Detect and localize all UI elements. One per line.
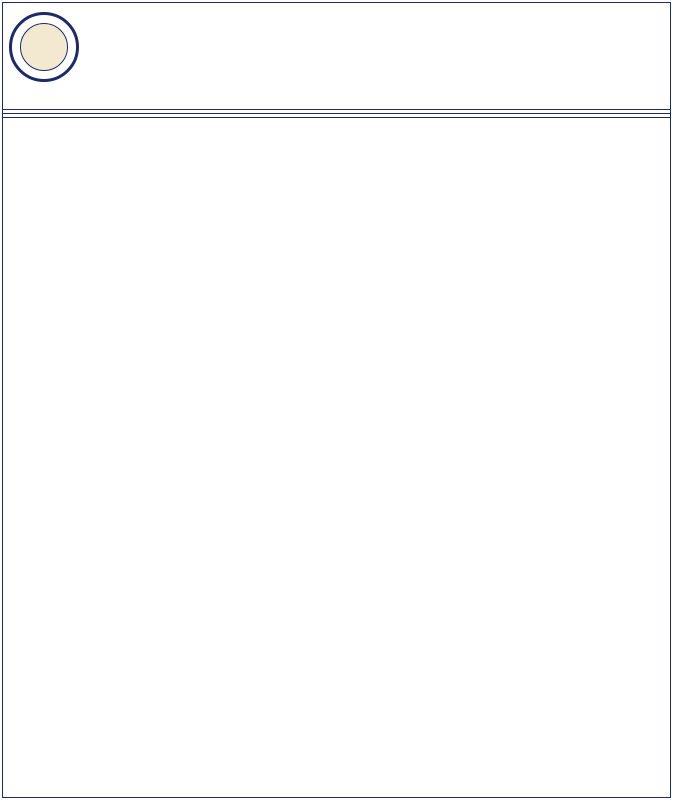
header <box>3 6 670 110</box>
flyer <box>2 2 671 798</box>
county-seal-icon <box>9 12 79 82</box>
grace-period-section <box>3 114 670 118</box>
